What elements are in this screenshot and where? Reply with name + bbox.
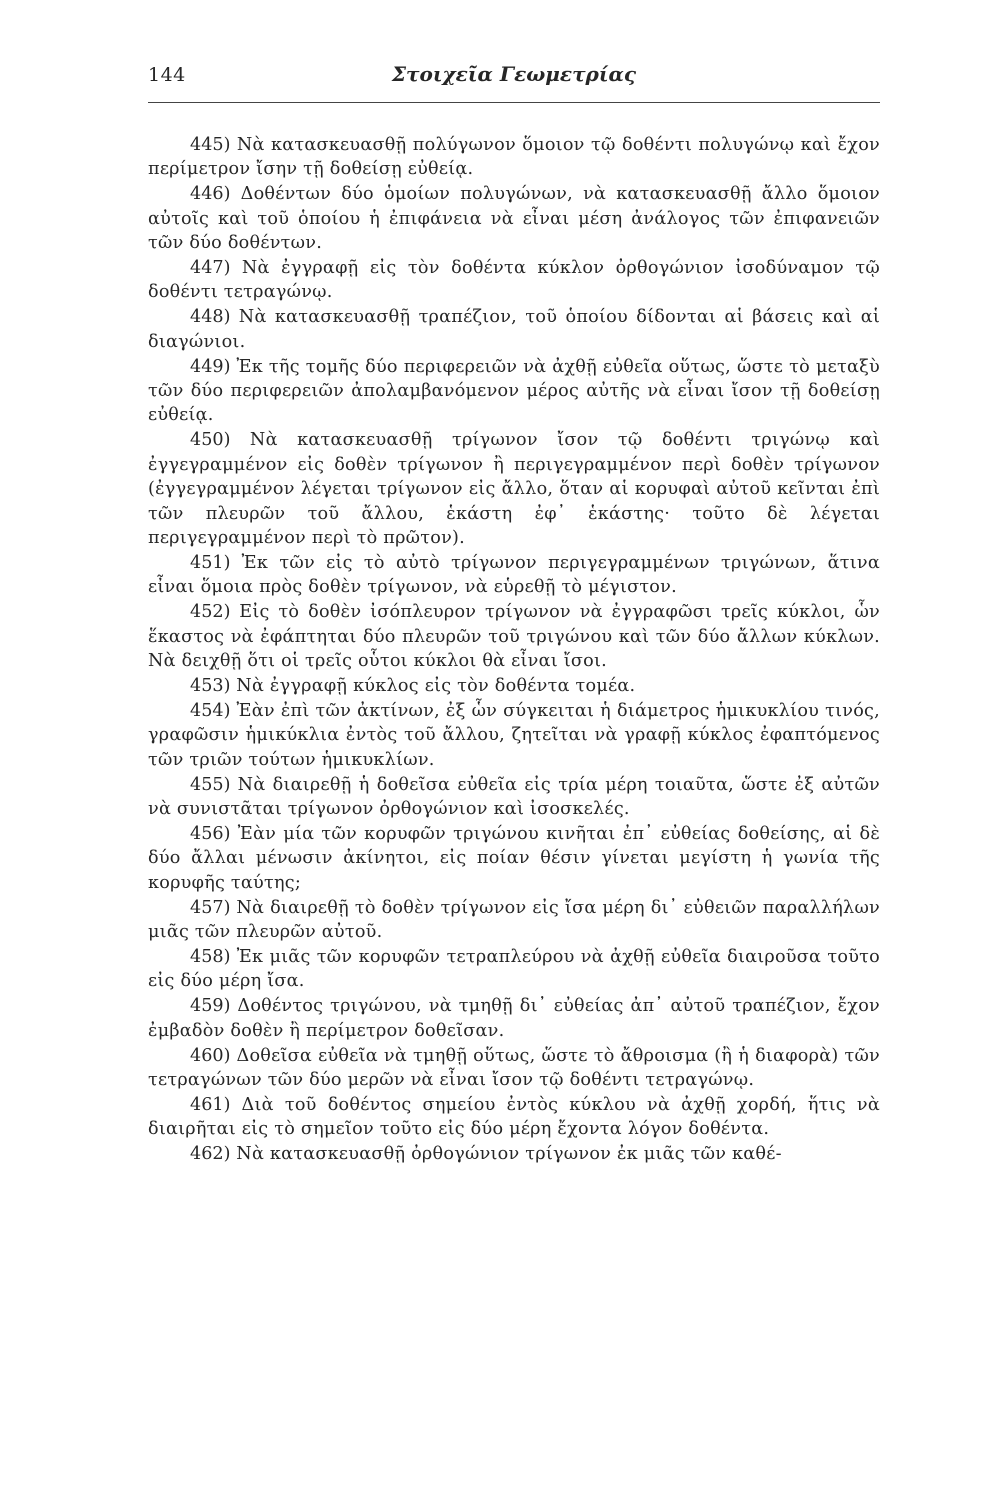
- problem-text: Νὰ διαιρεθῇ τὸ δοθὲν τρίγωνον εἰς ἴσα μέρη δι᾿ εὐθειῶν παραλλήλων μιᾶς τῶν πλευρῶν αὐτοῦ.: [148, 897, 880, 942]
- problem-number: 455): [190, 774, 231, 795]
- problem-text: Διὰ τοῦ δοθέντος σημείου ἐντὸς κύκλου νὰ ἀχθῇ χορδή, ἥτις νὰ διαιρῆται εἰς τὸ σημεῖον τοῦτο εἰς δύο μέρη ἔχοντα λόγον δοθέντα.: [148, 1094, 881, 1140]
- problem-461: [148, 1093, 880, 1142]
- problem-text: Ἐκ μιᾶς τῶν κορυφῶν τετραπλεύρου νὰ ἀχθῇ εὐθεῖα διαιροῦσα τοῦτο εἰς δύο μέρη ἴσα.: [148, 946, 880, 992]
- problem-445: [148, 133, 880, 182]
- problem-456: [148, 822, 880, 895]
- problem-number: 456): [190, 823, 231, 844]
- problem-number: 458): [190, 946, 231, 967]
- book-page: [148, 56, 880, 1167]
- problem-text: Νὰ κατασκευασθῇ τραπέζιον, τοῦ ὁποίου δίδονται αἱ βάσεις καὶ αἱ διαγώνιοι.: [148, 307, 880, 352]
- problem-451: [148, 551, 880, 600]
- problem-list: [148, 133, 880, 1167]
- problem-462: [148, 1142, 880, 1166]
- problem-459: [148, 994, 880, 1043]
- problem-number: 459): [190, 996, 231, 1017]
- problem-460: [148, 1044, 880, 1093]
- problem-text: Νὰ κατασκευασθῇ πολύγωνον ὅμοιον τῷ δοθέντι πολυγώνῳ καὶ ἔχον περίμετρον ἴσην τῇ δοθείσῃ εὐθείᾳ.: [148, 135, 881, 180]
- problem-447: [148, 256, 880, 305]
- problem-number: 447): [190, 258, 231, 279]
- problem-text: Νὰ κατασκευασθῇ ὀρθογώνιον τρίγωνον ἐκ μιᾶς τῶν καθέ-: [236, 1144, 782, 1165]
- problem-454: [148, 699, 880, 772]
- problem-text: Δοθέντος τριγώνου, νὰ τμηθῇ δι᾿ εὐθείας ἀπ᾿ αὐτοῦ τραπέζιον, ἔχον ἐμβαδὸν δοθὲν ἢ περίμετρον δοθεῖσαν.: [148, 996, 880, 1041]
- problem-452: [148, 600, 880, 673]
- problem-number: 445): [190, 135, 231, 155]
- problem-text: Νὰ κατασκευασθῇ τρίγωνον ἴσον τῷ δοθέντι τριγώνῳ καὶ ἐγγεγραμμένον εἰς δοθὲν τρίγωνον ἢ περιγεγραμμένον περὶ δοθὲν τρίγωνον (ἐγγεγραμμένον λέγεται τρίγωνον εἰς ἄλλο, ὅταν αἱ κορυφαὶ αὐτοῦ κεῖνται ἐπὶ τῶν πλευρῶν τοῦ ἄλλου, ἑκάστη ἐφ᾿ ἑκάστης· τοῦτο δὲ λέγεται περιγεγραμμένον περὶ τὸ πρῶτον).: [148, 430, 880, 548]
- problem-text: Δοθέντων δύο ὁμοίων πολυγώνων, νὰ κατασκευασθῇ ἄλλο ὅμοιον αὐτοῖς καὶ τοῦ ὁποίου ἡ ἐπιφάνεια νὰ εἶναι μέση ἀνάλογος τῶν ἐπιφανειῶν τῶν δύο δοθέντων.: [148, 184, 880, 254]
- problem-number: 461): [190, 1094, 231, 1115]
- problem-text: Ἐκ τῶν εἰς τὸ αὐτὸ τρίγωνον περιγεγραμμένων τριγώνων, ἅτινα εἶναι ὅμοια πρὸς δοθὲν τρίγωνον, νὰ εὑρεθῇ τὸ μέγιστον.: [148, 552, 881, 598]
- problem-455: [148, 773, 880, 822]
- problem-text: Νὰ διαιρεθῇ ἡ δοθεῖσα εὐθεῖα εἰς τρία μέρη τοιαῦτα, ὥστε ἐξ αὐτῶν νὰ συνιστᾶται τρίγωνον ὀρθογώνιον καὶ ἰσοσκελές.: [148, 774, 880, 819]
- problem-number: 448): [190, 307, 231, 328]
- problem-text: Νὰ ἐγγραφῇ κύκλος εἰς τὸν δοθέντα τομέα.: [236, 675, 636, 696]
- problem-text: Νὰ ἐγγραφῇ εἰς τὸν δοθέντα κύκλον ὀρθογώνιον ἰσοδύναμον τῷ δοθέντι τετραγώνῳ.: [148, 258, 880, 303]
- problem-450: [148, 428, 880, 550]
- problem-number: 457): [190, 897, 231, 918]
- problem-number: 454): [190, 700, 231, 721]
- header-rule: [148, 102, 880, 103]
- problem-458: [148, 945, 880, 994]
- problem-number: 452): [190, 602, 231, 623]
- problem-457: [148, 896, 880, 945]
- problem-text: Δοθεῖσα εὐθεῖα νὰ τμηθῇ οὕτως, ὥστε τὸ ἄθροισμα (ἢ ἡ διαφορὰ) τῶν τετραγώνων τῶν δύο μερῶν νὰ εἶναι ἴσον τῷ δοθέντι τετραγώνῳ.: [148, 1045, 881, 1090]
- problem-number: 446): [190, 184, 231, 205]
- running-title: Στοιχεῖα Γεωμετρίας: [391, 62, 637, 86]
- problem-text: Ἐὰν ἐπὶ τῶν ἀκτίνων, ἐξ ὧν σύγκειται ἡ διάμετρος ἡμικυκλίου τινός, γραφῶσιν ἡμικύκλια ἐντὸς τοῦ ἄλλου, ζητεῖται νὰ γραφῇ κύκλος ἐφαπτόμενος τῶν τριῶν τούτων ἡμικυκλίων.: [148, 700, 880, 770]
- problem-449: [148, 355, 880, 428]
- problem-text: Εἰς τὸ δοθὲν ἰσόπλευρον τρίγωνον νὰ ἐγγραφῶσι τρεῖς κύκλοι, ὧν ἕκαστος νὰ ἐφάπτηται δύο πλευρῶν τοῦ τριγώνου καὶ τῶν δύο ἄλλων κύκλων. Νὰ δειχθῇ ὅτι οἱ τρεῖς οὗτοι κύκλοι θὰ εἶναι ἴσοι.: [148, 602, 880, 672]
- problem-text: Ἐὰν μία τῶν κορυφῶν τριγώνου κινῆται ἐπ᾿ εὐθείας δοθείσης, αἱ δὲ δύο ἄλλαι μένωσιν ἀκίνητοι, εἰς ποίαν θέσιν γίνεται μεγίστη ἡ γωνία τῆς κορυφῆς ταύτης;: [148, 823, 881, 893]
- problem-448: [148, 305, 880, 354]
- page-header: [148, 56, 880, 96]
- problem-number: 449): [190, 356, 231, 377]
- problem-number: 450): [190, 430, 231, 451]
- problem-number: 462): [190, 1144, 231, 1165]
- page-number: 144: [148, 64, 186, 86]
- problem-text: Ἐκ τῆς τομῆς δύο περιφερειῶν νὰ ἀχθῇ εὐθεῖα οὕτως, ὥστε τὸ μεταξὺ τῶν δύο περιφερειῶν ἀπολαμβανόμενον μέρος αὐτῆς νὰ εἶναι ἴσον τῇ δοθείσῃ εὐθείᾳ.: [148, 356, 880, 426]
- problem-number: 460): [190, 1045, 231, 1066]
- problem-number: 451): [190, 552, 231, 573]
- problem-446: [148, 182, 880, 255]
- problem-number: 453): [190, 675, 231, 696]
- problem-453: [148, 674, 880, 698]
